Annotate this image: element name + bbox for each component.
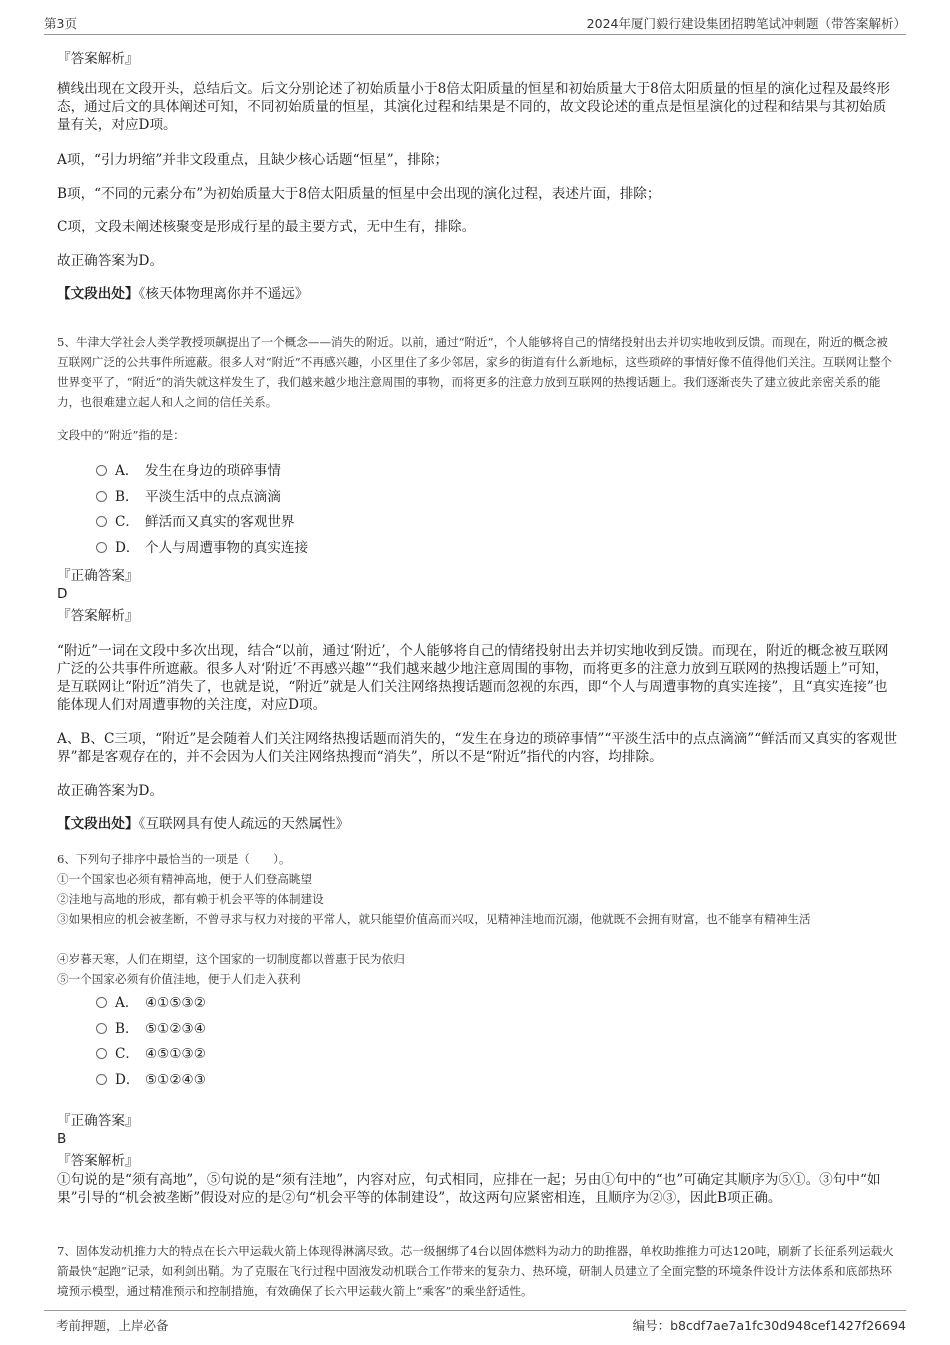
q4-analysis-option-c: C项，文段未阐述核聚变是形成行星的最主要方式，无中生有，排除。	[57, 219, 476, 235]
q5-analysis-label: 『答案解析』	[57, 608, 139, 624]
q6-option-a[interactable]: A． ④①⑤③②	[96, 994, 206, 1012]
q4-analysis-option-b: B项，“不同的元素分布”为初始质量大于8倍太阳质量的恒星中会出现的演化过程，表述片面，排除；	[57, 186, 661, 202]
radio-icon[interactable]	[96, 465, 107, 476]
q6-sentence-4: ④岁暮天寒，人们在期望，这个国家的一切制度都以普惠于民为依归	[57, 952, 405, 966]
document-code: 编号：b8cdf7ae7a1fc30d948cef1427f26694	[632, 1318, 906, 1333]
q5-source-title: 《互联网具有使人疏远的天然属性》	[138, 816, 350, 832]
radio-icon[interactable]	[96, 1023, 107, 1034]
q5-source	[57, 815, 898, 833]
q7-stem: 7、固体发动机推力大的特点在长六甲运载火箭上体现得淋漓尽致。芯一级捆绑了4台以固体燃料为动力的助推器，单枚助推推力可达120吨，刷新了长征系列运载火箭最快“起跑”记录，如利剑出鞘。为了克服在飞行过程中固液发动机联合工作带来的复杂力、热环境，研制人员建立了全面完整的环境条件设计方法体系和底部热环境预示模型，通过精准预示和控制措施，有效确保了长六甲运载火箭上“乘客”的乘坐舒适性。	[57, 1244, 894, 1298]
document-title: 2024年厦门毅行建设集团招聘笔试冲刺题（带答案解析）	[586, 16, 906, 31]
radio-icon[interactable]	[96, 491, 107, 502]
q6-sentence-3: ③如果相应的机会被垄断，不曾寻求与权力对接的平常人，就只能望价值高而兴叹，见精神洼地而沉溺，他就既不会拥有财富，也不能享有精神生活	[57, 912, 811, 926]
page-footer	[44, 1310, 906, 1333]
radio-icon[interactable]	[96, 542, 107, 553]
q4-analysis-paragraph: 横线出现在文段开头，总结后文。后文分别论述了初始质量小于8倍太阳质量的恒星和初始质量大于8倍太阳质量的恒星的演化过程及最终形态，通过后文的具体阐述可知，不同初始质量的恒星，其演化过程和结果是不同的，故文段论述的重点是恒星演化的过程和结果与其初始质量有关，对应D项。	[57, 81, 890, 133]
q5-answer-label: 『正确答案』	[57, 568, 139, 584]
radio-icon[interactable]	[96, 1048, 107, 1059]
page-header	[44, 12, 906, 35]
q6-sentence-5: ⑤一个国家必须有价值洼地，便于人们走入获利	[57, 972, 301, 986]
q5-conclusion: 故正确答案为D。	[57, 783, 164, 799]
q6-answer-label: 『正确答案』	[57, 1113, 139, 1129]
q6-analysis-paragraph: ①句说的是“须有高地”，⑤句说的是“须有洼地”，内容对应，句式相同，应排在一起；另由①句中的“也”可确定其顺序为⑤①。③句中“如果”引导的“机会被垄断”假设对应的是②句“机会平等的体制建设”，故这两句应紧密相连，且顺序为②③，因此B项正确。	[57, 1172, 881, 1206]
footer-slogan: 考前押题，上岸必备	[56, 1318, 169, 1333]
q5-analysis-paragraph-1: “附近”一词在文段中多次出现，结合“以前，通过‘附近’，个人能够将自己的情绪投射出去并切实地收到反馈。而现在，附近的概念被互联网广泛的公共事件所遮蔽。很多人对‘附近’不再感兴趣”“我们越来越少地注意周围的事物，而将更多的注意力放到互联网的热搜话题上”可知，是互联网让“附近”消失了，也就是说，“附近”就是人们关注网络热搜话题而忽视的东西，即“个人与周遭事物的真实连接”，且“真实连接”也能体现人们对周遭事物的关注度，对应D项。	[57, 643, 889, 713]
radio-icon[interactable]	[96, 997, 107, 1008]
q5-source-label: 【文段出处】	[57, 816, 139, 832]
q6-sentence-2: ②洼地与高地的形成，都有赖于机会平等的体制建设	[57, 892, 324, 906]
q6-answer: B	[57, 1131, 67, 1147]
page-number: 第3页	[44, 16, 77, 31]
q6-stem: 6、下列句子排序中最恰当的一项是（ ）。	[57, 852, 291, 866]
q6-option-d[interactable]: D． ⑤①②④③	[96, 1071, 206, 1089]
q4-source-title: 《核天体物理离你并不遥远》	[138, 286, 309, 302]
q6-option-b[interactable]: B． ⑤①②③④	[96, 1020, 206, 1038]
q4-source-label: 【文段出处】	[57, 286, 139, 302]
q6-option-c[interactable]: C． ④⑤①③②	[96, 1045, 206, 1063]
q5-question: 文段中的“附近”指的是：	[57, 428, 185, 442]
radio-icon[interactable]	[96, 516, 107, 527]
q5-option-a[interactable]: A． 发生在身边的琐碎事情	[96, 462, 281, 480]
q5-answer: D	[57, 586, 68, 602]
q5-option-d[interactable]: D． 个人与周遭事物的真实连接	[96, 539, 308, 557]
radio-icon[interactable]	[96, 1074, 107, 1085]
q4-source	[57, 285, 898, 303]
q4-conclusion: 故正确答案为D。	[57, 253, 164, 269]
q5-option-b[interactable]: B． 平淡生活中的点点滴滴	[96, 488, 281, 506]
q5-stem: 5、牛津大学社会人类学教授项飙提出了一个概念——消失的附近。以前，通过“附近”，个人能够将自己的情绪投射出去并切实地收到反馈。而现在，附近的概念被互联网广泛的公共事件所遮蔽。很多人对“附近”不再感兴趣，小区里住了多少邻居，家乡的街道有什么新地标，这些琐碎的事情好像不值得他们关注。互联网让整个世界变平了，“附近”的消失就这样发生了，我们越来越少地注意周围的事物，而将更多的注意力放到互联网的热搜话题上。我们逐渐丧失了建立彼此亲密关系的能力，也很难建立起人和人之间的信任关系。	[57, 335, 893, 409]
q5-option-c[interactable]: C． 鲜活而又真实的客观世界	[96, 513, 295, 531]
q6-sentence-1: ①一个国家也必须有精神高地，便于人们登高眺望	[57, 872, 313, 886]
q4-analysis-label: 『答案解析』	[57, 51, 139, 67]
q5-analysis-paragraph-2: A、B、C三项，“附近”是会随着人们关注网络热搜话题而消失的，“发生在身边的琐碎事情”“平淡生活中的点点滴滴”“鲜活而又真实的客观世界”都是客观存在的，并不会因为人们关注网络热搜而“消失”，所以不是“附近”指代的内容，均排除。	[57, 731, 898, 765]
q4-analysis-option-a: A项，“引力坍缩”并非文段重点，且缺少核心话题“恒星”，排除；	[57, 152, 449, 168]
q6-analysis-label: 『答案解析』	[57, 1153, 139, 1169]
